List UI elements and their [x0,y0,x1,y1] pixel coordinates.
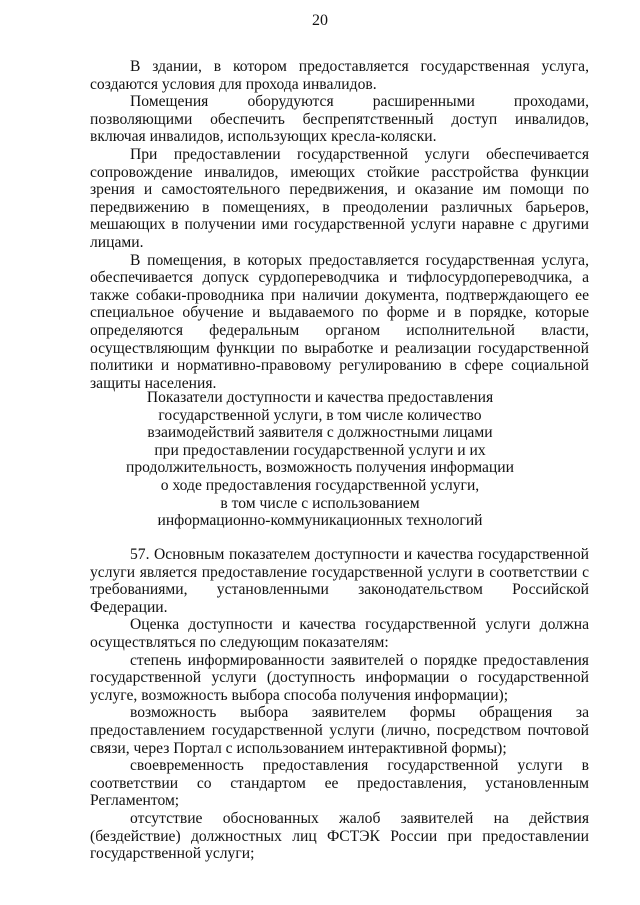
paragraphs-accessibility-conditions [90,58,589,392]
heading-line: государственной услуги, в том числе количество [158,406,482,424]
heading-line: в том числе с использованием [220,494,420,512]
heading-line: информационно-коммуникационных технологий [157,512,483,530]
paragraph: В помещения, в которых предоставляется государственная услуга, обеспечивается допуск сурдопереводчика и тифлосурдопереводчика, а также собаки-проводника при наличии документа, подтверждающего ее специальное обучение и выдаваемого по форме и в порядке, которые определяются федеральным органом исполнительной власти, осуществляющим функции по выработке и реализации государственной политики и нормативно-правовому регулированию в сфере социальной защиты населения. [90,251,589,392]
heading-line: при предоставлении государственной услуги и их [154,441,486,459]
heading-line: взаимодействий заявителя с должностными лицами [147,424,493,442]
paragraph: отсутствие обоснованных жалоб заявителей на действия (бездействие) должностных лиц ФСТЭК России при предоставлении государственной услуги; [90,809,589,863]
heading-line: о ходе предоставления государственной услуги, [160,476,480,494]
section-heading [0,389,640,530]
paragraph: В здании, в котором предоставляется государственная услуга, создаются условия для прохода инвалидов. [90,58,589,93]
paragraph: степень информированности заявителей о порядке предоставления государственной услуги (доступность информации о государственной услуге, возможность выбора способа получения информации); [90,651,589,704]
paragraph: возможность выбора заявителем формы обращения за предоставлением государственной услуги (лично, посредством почтовой связи, через Портал с использованием интерактивной формы); [90,704,589,757]
paragraph: При предоставлении государственной услуги обеспечивается сопровождение инвалидов, имеющих стойкие расстройства функции зрения и самостоятельного передвижения, и оказание им помощи по передвижению в помещениях, в преодолении различных барьеров, мешающих в получении ими государственной услуги наравне с другими лицами. [90,145,589,251]
paragraph: 57. Основным показателем доступности и качества государственной услуги является предоставление государственной услуги в соответствии с требованиями, установленными законодательством Российской Федерации. [90,546,589,616]
heading-line: Показатели доступности и качества предоставления [146,389,494,406]
paragraph: своевременность предоставления государственной услуги в соответствии со стандартом ее предоставления, установленным Регламентом; [90,757,589,810]
page-number: 20 [312,12,328,29]
paragraph: Оценка доступности и качества государственной услуги должна осуществляться по следующим показателям: [90,616,589,651]
paragraph: Помещения оборудуются расширенными проходами, позволяющими обеспечить беспрепятственный доступ инвалидов, включая инвалидов, использующих кресла-коляски. [90,93,589,146]
paragraphs-quality-indicators [90,546,589,863]
heading-line: продолжительность, возможность получения информации [126,459,514,477]
